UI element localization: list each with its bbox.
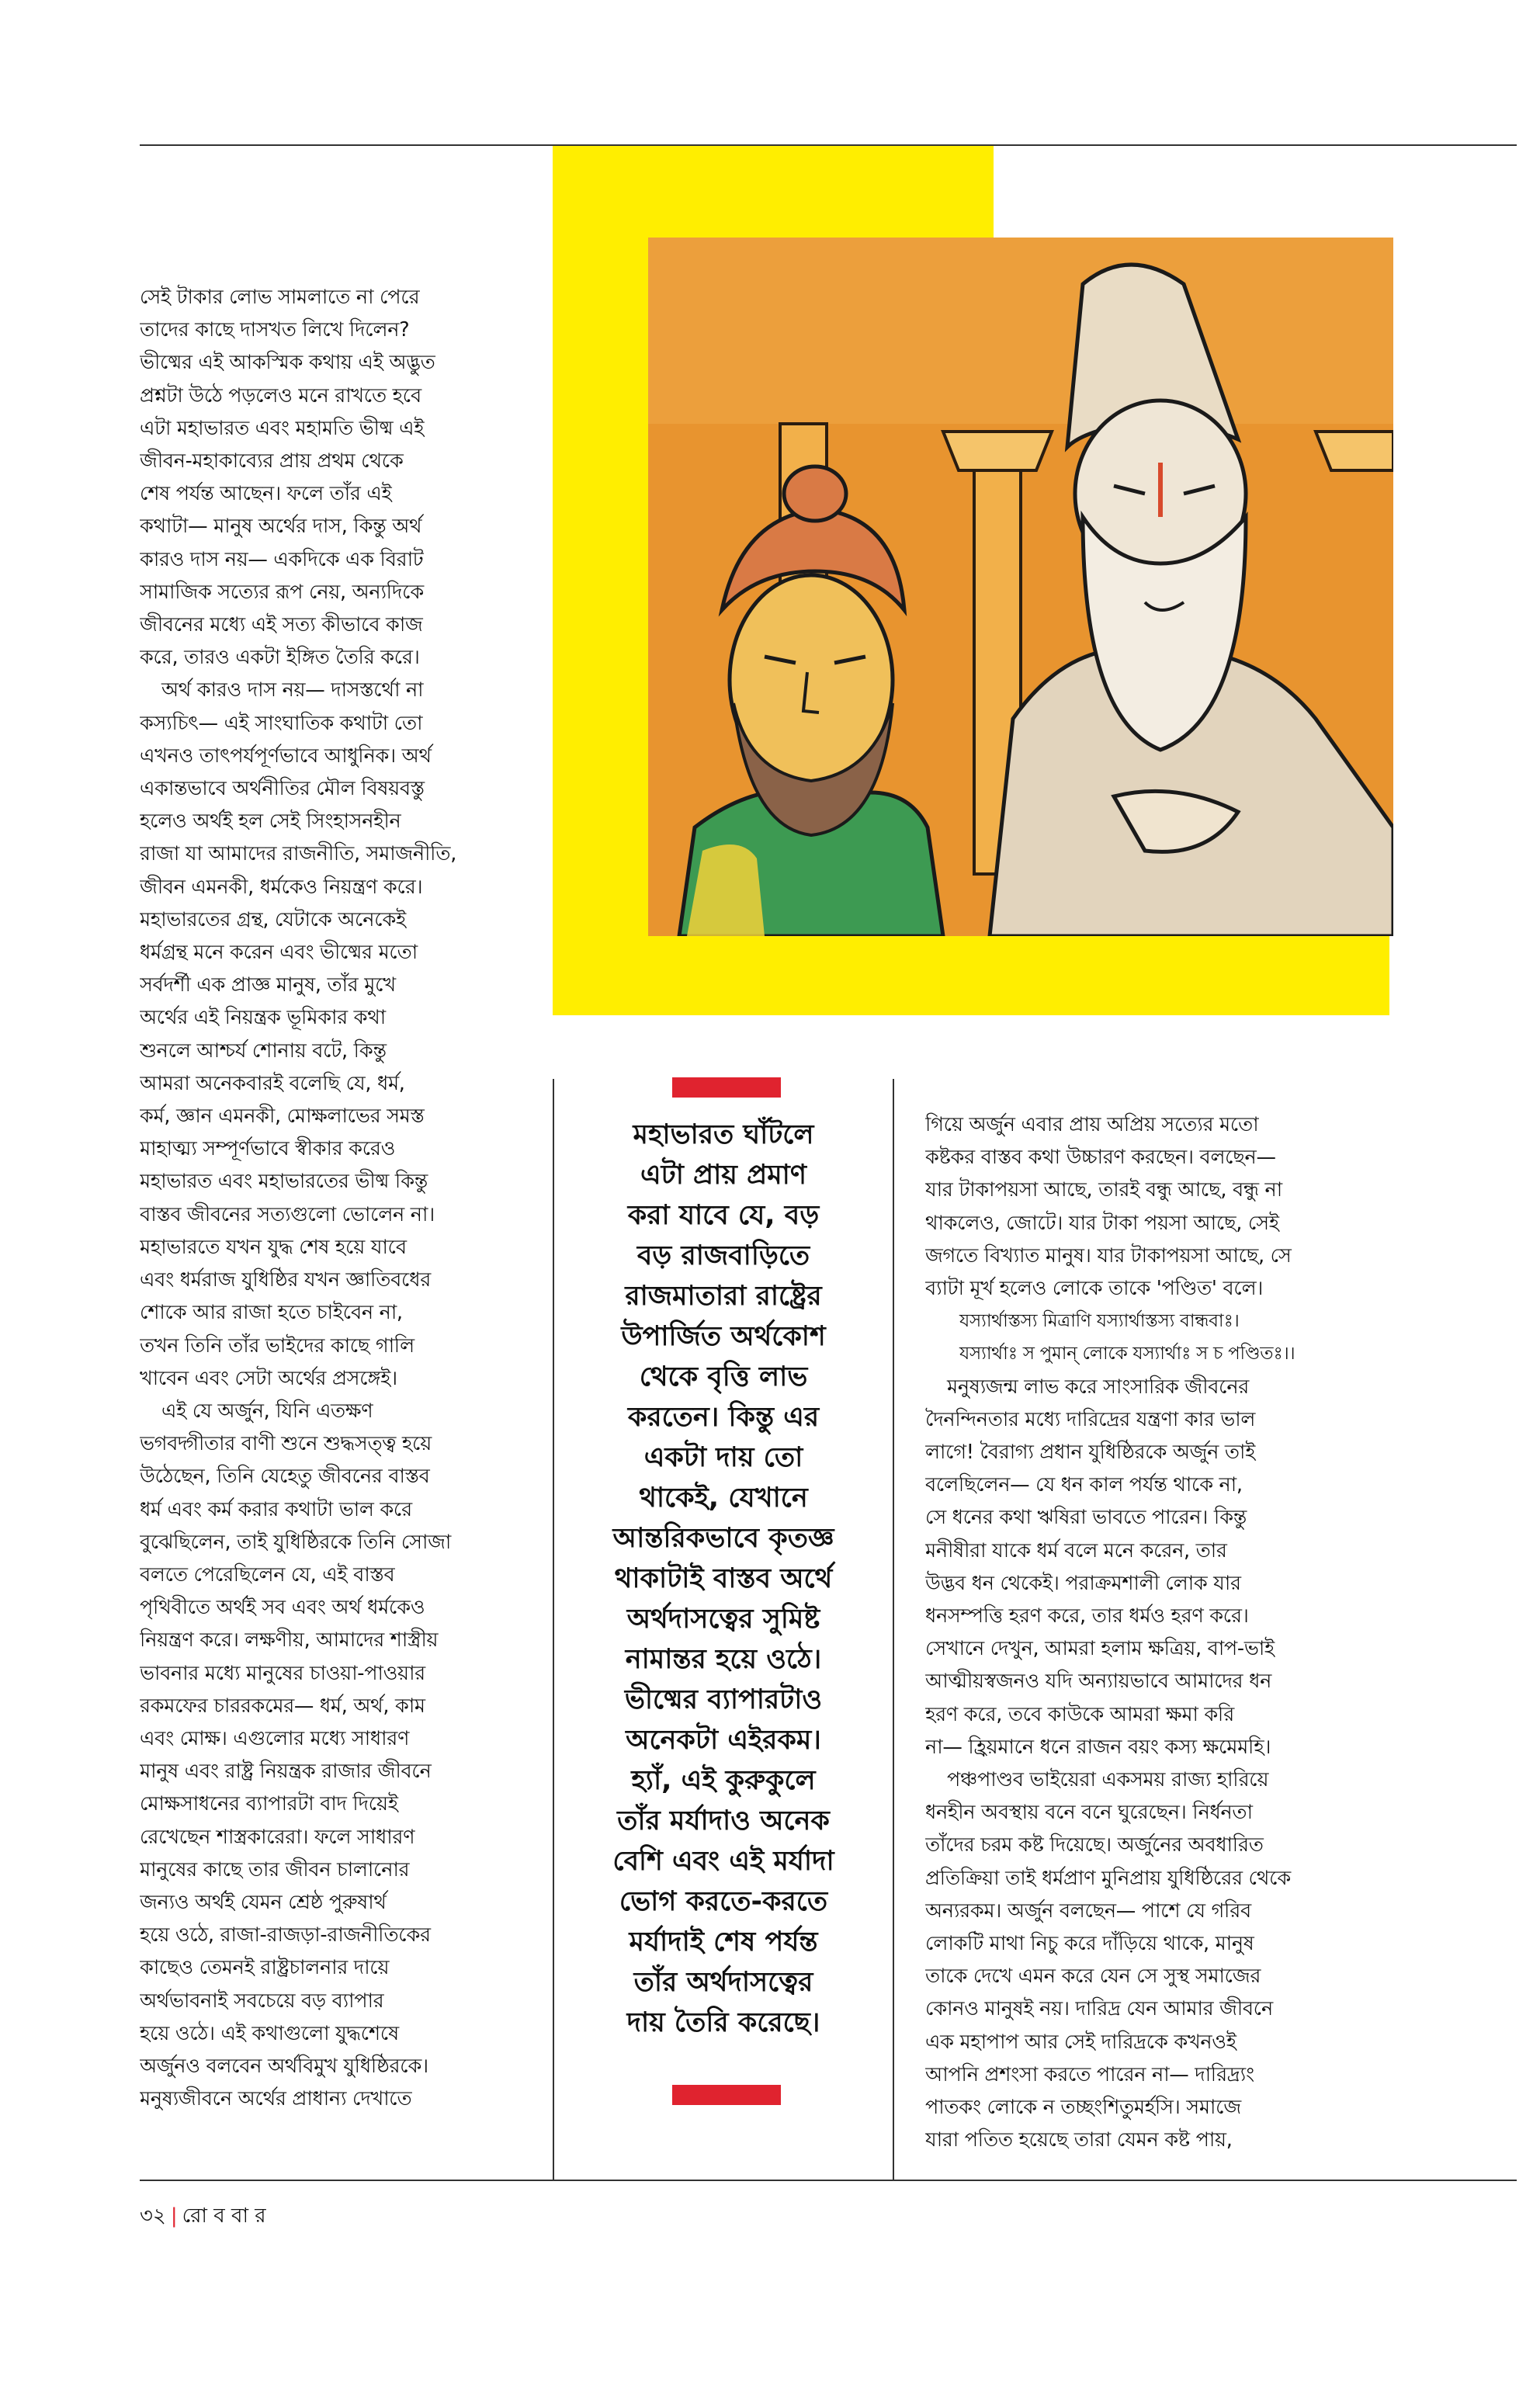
pull-quote-line: থেকে বৃত্তি লাভ: [639, 1361, 808, 1392]
text-line: কারও দাস নয়— একদিকে এক বিরাট: [140, 547, 424, 571]
text-line: রেখেছেন শাস্ত্রকারেরা। ফলে সাধারণ: [140, 1825, 415, 1849]
text-line: জীবন-মহাকাব্যের প্রায় প্রথম থেকে: [140, 449, 404, 473]
pull-quote-line: মহাভারত ঘাঁটলে: [633, 1119, 814, 1150]
page-footer: [140, 2204, 266, 2228]
pull-quote-line: এটা প্রায় প্রমাণ: [640, 1160, 806, 1191]
pull-quote-line: করতেন। কিন্তু এর: [627, 1402, 820, 1433]
pull-quote-line: রাজমাতারা রাষ্ট্রের: [625, 1281, 822, 1312]
text-line: কথাটা— মানুষ অর্থের দাস, কিন্তু অর্থ: [140, 515, 422, 539]
text-line: জন্যও অর্থই যেমন শ্রেষ্ঠ পুরুষার্থ: [140, 1890, 387, 1914]
text-line: ধনহীন অবস্থায় বনে বনে ঘুরেছেন। নির্ধনতা: [925, 1801, 1253, 1825]
text-line: রকমফের চাররকমের— ধর্ম, অর্থ, কাম: [140, 1694, 425, 1718]
text-line: হয়ে ওঠে, রাজা-রাজড়া-রাজনীতিকের: [140, 1923, 431, 1947]
text-line: করে, তারও একটা ইঙ্গিত তৈরি করে।: [140, 646, 420, 670]
text-line: মনীষীরা যাকে ধর্ম বলে মনে করেন, তার: [925, 1538, 1227, 1562]
text-line: জীবনের মধ্যে এই সত্য কীভাবে কাজ: [140, 613, 423, 637]
text-line: সেখানে দেখুন, আমরা হলাম ক্ষত্রিয়, বাপ-ভাই: [925, 1637, 1275, 1661]
pull-quote-bottom-bar: [672, 2085, 781, 2105]
text-line: পাতকং লোকে ন তচ্ছংশিতুমর্হসি। সমাজে: [925, 2096, 1241, 2120]
pull-quote-line: অনেকটা এইরকম।: [626, 1725, 821, 1756]
pull-quote-line: অর্থদাসত্বের সুমিষ্ট: [626, 1604, 820, 1635]
text-line: এবং মোক্ষ। এগুলোর মধ্যে সাধারণ: [140, 1726, 410, 1750]
text-line: এবং ধর্মরাজ যুধিষ্ঠির যখন জ্ঞাতিবধের: [140, 1268, 431, 1292]
text-line: এটা মহাভারত এবং মহামতি ভীষ্ম এই: [140, 416, 425, 440]
pull-quote-top-bar: [672, 1077, 781, 1098]
text-line: উঠেছেন, তিনি যেহেতু জীবনের বাস্তব: [140, 1465, 430, 1489]
footer-separator: |: [170, 2204, 178, 2228]
text-line: প্রতিক্রিয়া তাই ধর্মপ্রাণ মুনিপ্রায় যুধিষ্ঠিরের থেকে: [925, 1866, 1291, 1890]
text-line: রাজা যা আমাদের রাজনীতি, সমাজনীতি,: [140, 842, 457, 866]
pull-quote-line: দায় তৈরি করেছে।: [626, 2007, 820, 2038]
text-line: হয়ে ওঠে। এই কথাগুলো যুদ্ধশেষে: [140, 2021, 399, 2045]
text-line: মাহাত্ম্য সম্পূর্ণভাবে স্বীকার করেও: [140, 1137, 396, 1161]
text-line: এই যে অর্জুন, যিনি এতক্ষণ: [161, 1399, 373, 1423]
text-line: সে ধনের কথা ঋষিরা ভাবতে পারেন। কিন্তু: [925, 1506, 1247, 1530]
sanskrit-verse-line: যস্যার্থাঃ স পুমান্ লোকে যস্যার্থাঃ স চ পণ্ডিতঃ।।: [959, 1344, 1295, 1365]
text-line: ধর্ম এবং কর্ম করার কথাটা ভাল করে: [140, 1497, 412, 1521]
pull-quote-line: তাঁর মর্যাদাও অনেক: [617, 1805, 830, 1836]
text-line: তখন তিনি তাঁর ভাইদের কাছে গালি: [140, 1333, 414, 1358]
text-line: ভগবদ্গীতার বাণী শুনে শুদ্ধসত্ত্ব হয়ে: [140, 1432, 432, 1456]
text-line: আপনি প্রশংসা করতে পারেন না— দারিদ্র্যং: [925, 2062, 1254, 2086]
pull-quote-line: তাঁর অর্থদাসত্বের: [633, 1967, 813, 1998]
text-line: মহাভারত এবং মহাভারতের ভীষ্ম কিন্তু: [140, 1170, 428, 1194]
text-line: ভীষ্মের এই আকস্মিক কথায় এই অদ্ভুত: [140, 351, 435, 375]
pull-quote-line: হ্যাঁ, এই কুরুকুলে: [631, 1765, 816, 1796]
text-line: নিয়ন্ত্রণ করে। লক্ষণীয়, আমাদের শাস্ত্রীয়: [140, 1628, 439, 1653]
text-line: পঞ্চপাণ্ডব ভাইয়েরা একসময় রাজ্য হারিয়ে: [947, 1768, 1269, 1792]
pull-quote-line: নামান্তর হয়ে ওঠে।: [625, 1644, 822, 1675]
text-line: একান্তভাবে অর্থনীতির মৌল বিষয়বস্তু: [140, 777, 425, 801]
pull-quote-line: একটা দায় তো: [643, 1442, 803, 1473]
column-divider-left: [553, 1079, 554, 2181]
pull-quote-line: আন্তরিকভাবে কৃতজ্ঞ: [612, 1523, 834, 1554]
text-line: এক মহাপাপ আর সেই দারিদ্রকে কখনওই: [925, 2030, 1237, 2054]
pull-quote-line: মর্যাদাই শেষ পর্যন্ত: [629, 1927, 818, 1958]
pull-quote-line: থাকাটাই বাস্তব অর্থে: [614, 1563, 833, 1594]
text-line: ভাবনার মধ্যে মানুষের চাওয়া-পাওয়ার: [140, 1661, 425, 1685]
text-line: লোকটি মাথা নিচু করে দাঁড়িয়ে থাকে, মানুষ: [925, 1932, 1254, 1956]
column-divider-right: [893, 1079, 894, 2181]
text-line: অর্থভাবনাই সবচেয়ে বড় ব্যাপার: [140, 1989, 384, 2013]
text-line: কস্যচিৎ— এই সাংঘাতিক কথাটা তো: [140, 711, 423, 735]
text-line: মানুষ এবং রাষ্ট্র নিয়ন্ত্রক রাজার জীবনে: [140, 1760, 432, 1784]
text-line: সর্বদর্শী এক প্রাজ্ঞ মানুষ, তাঁর মুখে: [140, 973, 396, 997]
text-line: বাস্তব জীবনের সত্যগুলো ভোলেন না।: [140, 1202, 435, 1226]
text-line: মোক্ষসাধনের ব্যাপারটা বাদ দিয়েই: [140, 1792, 398, 1816]
text-line: সেই টাকার লোভ সামলাতে না পেরে: [140, 286, 420, 309]
text-line: অর্থের এই নিয়ন্ত্রক ভূমিকার কথা: [140, 1006, 386, 1030]
text-line: না— হ্রিয়মানে ধনে রাজন বয়ং কস্য ক্ষমেমহি।: [925, 1735, 1271, 1759]
text-line: অন্যরকম। অর্জুন বলছেন— পাশে যে গরিব: [925, 1899, 1251, 1923]
text-line: কষ্টকর বাস্তব কথা উচ্চারণ করছেন। বলছেন—: [925, 1146, 1276, 1170]
pull-quote-line: বড় রাজবাড়িতে: [636, 1240, 810, 1271]
text-line: অর্থ কারও দাস নয়— দাসস্তর্থো না: [161, 678, 424, 702]
text-line: কর্ম, জ্ঞান এমনকী, মোক্ষলাভের সমস্ত: [140, 1105, 425, 1129]
sanskrit-verse-line: যস্যার্থাস্তস্য মিত্রাণি যস্যার্থাস্তস্য বান্ধবাঃ।: [959, 1311, 1240, 1332]
text-line: থাকলেও, জোটে। যার টাকা পয়সা আছে, সেই: [925, 1211, 1279, 1235]
text-line: দৈনন্দিনতার মধ্যে দারিদ্রের যন্ত্রণা কার ভাল: [925, 1407, 1256, 1431]
text-line: ধনসম্পত্তি হরণ করে, তার ধর্মও হরণ করে।: [925, 1604, 1249, 1628]
text-line: লাগে! বৈরাগ্য প্রধান যুধিষ্ঠিরকে অর্জুন তাই: [925, 1441, 1256, 1465]
text-line: যার টাকাপয়সা আছে, তারই বন্ধু আছে, বন্ধু না: [925, 1178, 1282, 1202]
text-line: কাছেও তেমনই রাষ্ট্রচালনার দায়ে: [140, 1956, 390, 1980]
illustration-art: [648, 238, 1393, 936]
text-line: শেষ পর্যন্ত আছেন। ফলে তাঁর এই: [140, 482, 392, 506]
pull-quote-line: ভীষ্মের ব্যাপারটাও: [624, 1684, 823, 1715]
pull-quote-line: উপার্জিত অর্থকোশ: [621, 1321, 826, 1352]
text-line: জগতে বিখ্যাত মানুষ। যার টাকাপয়সা আছে, সে: [925, 1243, 1292, 1268]
text-line: হলেও অর্থই হল সেই সিংহাসনহীন: [140, 810, 401, 834]
text-line: জীবন এমনকী, ধর্মকেও নিয়ন্ত্রণ করে।: [140, 875, 423, 899]
text-line: বলেছিলেন— যে ধন কাল পর্যন্ত থাকে না,: [925, 1473, 1243, 1497]
text-line: সামাজিক সত্যের রূপ নেয়, অন্যদিকে: [140, 580, 424, 604]
bottom-rule: [140, 2180, 1517, 2181]
pull-quote: [556, 1115, 891, 2046]
text-line: উদ্ভব ধন থেকেই। পরাক্রমশালী লোক যার: [925, 1571, 1241, 1595]
text-line: প্রশ্নটা উঠে পড়লেও মনে রাখতে হবে: [140, 383, 421, 408]
pull-quote-line: ভোগ করতে-করতে: [619, 1886, 828, 1917]
text-line: গিয়ে অর্জুন এবার প্রায় অপ্রিয় সত্যের মতো: [925, 1113, 1259, 1136]
text-line: মহাভারতে যখন যুদ্ধ শেষ হয়ে যাবে: [140, 1235, 407, 1259]
publication-name: রো ব বা র: [182, 2204, 266, 2228]
text-line: পৃথিবীতে অর্থই সব এবং অর্থ ধর্মকেও: [140, 1596, 425, 1620]
right-text-column: [925, 1108, 1515, 2164]
text-line: মহাভারতের গ্রন্থ, যেটাকে অনেকেই: [140, 907, 406, 931]
text-line: এখনও তাৎপর্যপূর্ণভাবে আধুনিক। অর্থ: [140, 744, 432, 768]
text-line: ধর্মগ্রন্থ মনে করেন এবং ভীষ্মের মতো: [140, 941, 418, 965]
text-line: শোকে আর রাজা হতে চাইবেন না,: [140, 1301, 403, 1325]
pull-quote-line: থাকেই, যেখানে: [639, 1483, 808, 1514]
text-line: যারা পতিত হয়েছে তারা যেমন কষ্ট পায়,: [925, 2128, 1233, 2152]
pull-quote-line: করা যাবে যে, বড়: [627, 1200, 820, 1231]
text-line: আমরা অনেকবারই বলেছি যে, ধর্ম,: [140, 1071, 405, 1095]
text-line: মনুষ্যজন্ম লাভ করে সাংসারিক জীবনের: [947, 1375, 1249, 1399]
text-line: শুনলে আশ্চর্য শোনায় বটে, কিন্তু: [140, 1039, 387, 1063]
text-line: তাকে দেখে এমন করে যেন সে সুস্থ সমাজের: [925, 1965, 1261, 1989]
text-line: মনুষ্যজীবনে অর্থের প্রাধান্য দেখাতে: [140, 2087, 412, 2111]
text-line: বুঝেছিলেন, তাই যুধিষ্ঠিরকে তিনি সোজা: [140, 1530, 452, 1554]
text-line: অর্জুনও বলবেন অর্থবিমুখ যুধিষ্ঠিরকে।: [140, 2054, 428, 2078]
illustration: [648, 238, 1393, 936]
text-line: আত্মীয়স্বজনও যদি অন্যায়ভাবে আমাদের ধন: [925, 1670, 1271, 1694]
text-line: কোনও মানুষই নয়। দারিদ্র যেন আমার জীবনে: [925, 1997, 1273, 2021]
text-line: বলতে পেরেছিলেন যে, এই বাস্তব: [140, 1562, 395, 1587]
text-line: হরণ করে, তবে কাউকে আমরা ক্ষমা করি: [925, 1702, 1234, 1726]
text-line: তাদের কাছে দাসখত লিখে দিলেন?: [140, 318, 410, 342]
text-line: ব্যাটা মূর্খ হলেও লোকে তাকে 'পণ্ডিত' বলে।: [925, 1277, 1264, 1301]
pull-quote-line: বেশি এবং এই মর্যাদা: [612, 1846, 834, 1877]
text-line: তাঁদের চরম কষ্ট দিয়েছে। অর্জুনের অবধারিত: [925, 1833, 1264, 1857]
text-line: মানুষের কাছে তার জীবন চালানোর: [140, 1857, 410, 1881]
page-number: ৩২: [140, 2204, 166, 2228]
left-text-column: [140, 281, 517, 2128]
text-line: খাবেন এবং সেটা অর্থের প্রসঙ্গেই।: [140, 1366, 397, 1390]
